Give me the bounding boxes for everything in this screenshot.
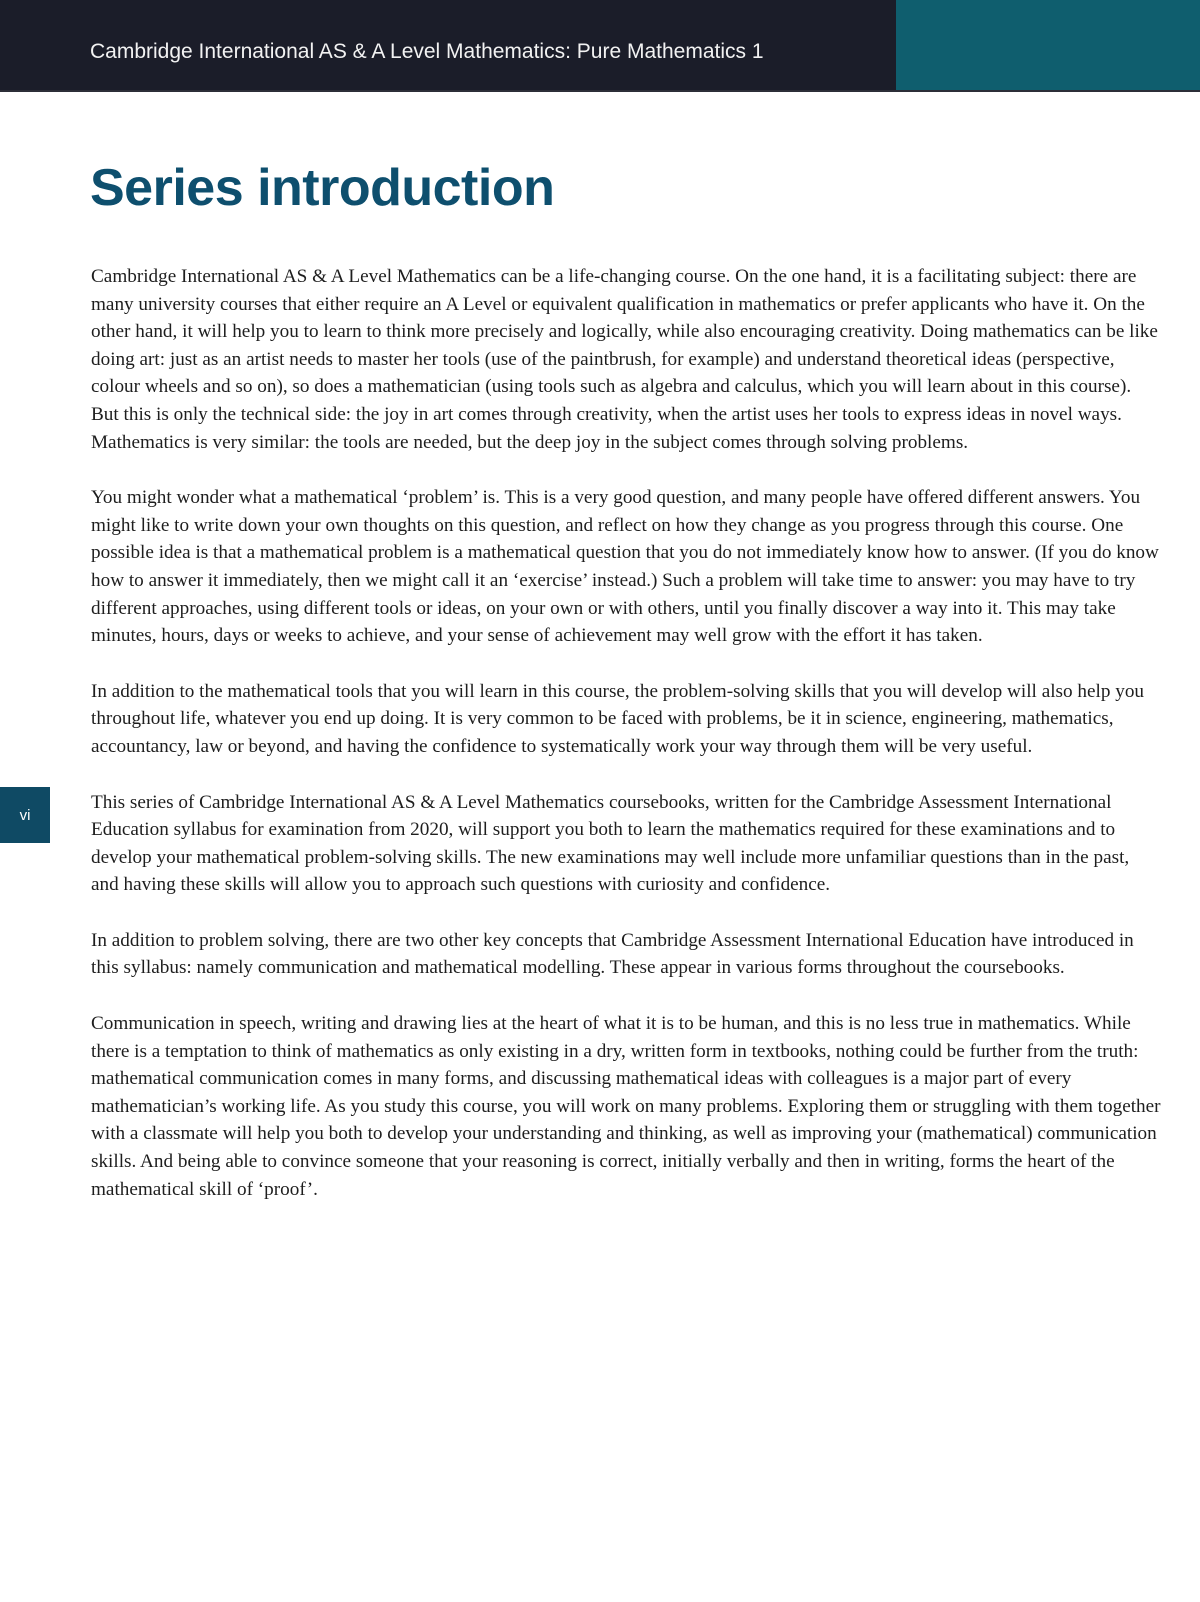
page-title: Series introduction	[90, 159, 555, 217]
paragraph: In addition to problem solving, there are two other key concepts that Cambridge Assessment International Education have introduced in this syllabus: namely communication and mathematical modelling. These appear in various forms throughout the coursebooks.	[91, 929, 1134, 979]
paragraph: This series of Cambridge International AS & A Level Mathematics coursebooks, written for the Cambridge Assessment International Education syllabus for examination from 2020, will support you both to learn the mathematics required for these examinations and to develop your mathematical problem-solving skills. The new examinations may well include more unfamiliar questions than in the past, and having these skills will allow you to approach such questions with curiosity and confidence.	[91, 791, 1130, 896]
page-number: vi	[19, 806, 31, 824]
running-header-bar	[0, 0, 1200, 92]
paragraph: Cambridge International AS & A Level Mathematics can be a life-changing course. On the one hand, it is a facilitating subject: there are many university courses that either require an A Level or equivalent qualification in mathematics or prefer applicants who have it. On the other hand, it will help you to learn to think more precisely and logically, while also encouraging creativity. Doing mathematics can be like doing art: just as an artist needs to master her tools (use of the paintbrush, for example) and understand theoretical ideas (perspective, colour wheels and so on), so does a mathematician (using tools such as algebra and calculus, which you will learn about in this course). But this is only the technical side: the joy in art comes through creativity, when the artist uses her tools to express ideas in novel ways. Mathematics is very similar: the tools are needed, but the deep joy in the subject comes through solving problems.	[91, 266, 1158, 453]
header-accent-block	[896, 0, 1200, 90]
paragraph: In addition to the mathematical tools that you will learn in this course, the problem-solving skills that you will develop will also help you throughout life, whatever you end up doing. It is very common to be faced with problems, be it in science, engineering, mathematics, accountancy, law or beyond, and having the confidence to systematically work your way through them will be very useful.	[91, 680, 1145, 757]
body-text	[91, 263, 1161, 1231]
page-number-tab	[0, 787, 50, 843]
running-header-title: Cambridge International AS & A Level Mathematics: Pure Mathematics 1	[90, 40, 764, 63]
paragraph: Communication in speech, writing and drawing lies at the heart of what it is to be human, and this is no less true in mathematics. While there is a temptation to think of mathematics as only existing in a dry, written form in textbooks, nothing could be further from the truth: mathematical communication comes in many forms, and discussing mathematical ideas with colleagues is a major part of every mathematician’s working life. As you study this course, you will work on many problems. Exploring them or struggling with them together with a classmate will help you both to develop your understanding and thinking, as well as improving your (mathematical) communication skills. And being able to convince someone that your reasoning is correct, initially verbally and then in writing, forms the heart of the mathematical skill of ‘proof’.	[91, 1013, 1161, 1200]
paragraph: You might wonder what a mathematical ‘problem’ is. This is a very good question, and many people have offered different answers. You might like to write down your own thoughts on this question, and reflect on how they change as you progress through this course. One possible idea is that a mathematical problem is a mathematical question that you do not immediately know how to answer. (If you do know how to answer it immediately, then we might call it an ‘exercise’ instead.) Such a problem will take time to answer: you may have to try different approaches, using different tools or ideas, on your own or with others, until you finally discover a way into it. This may take minutes, hours, days or weeks to achieve, and your sense of achievement may well grow with the effort it has taken.	[91, 487, 1159, 647]
